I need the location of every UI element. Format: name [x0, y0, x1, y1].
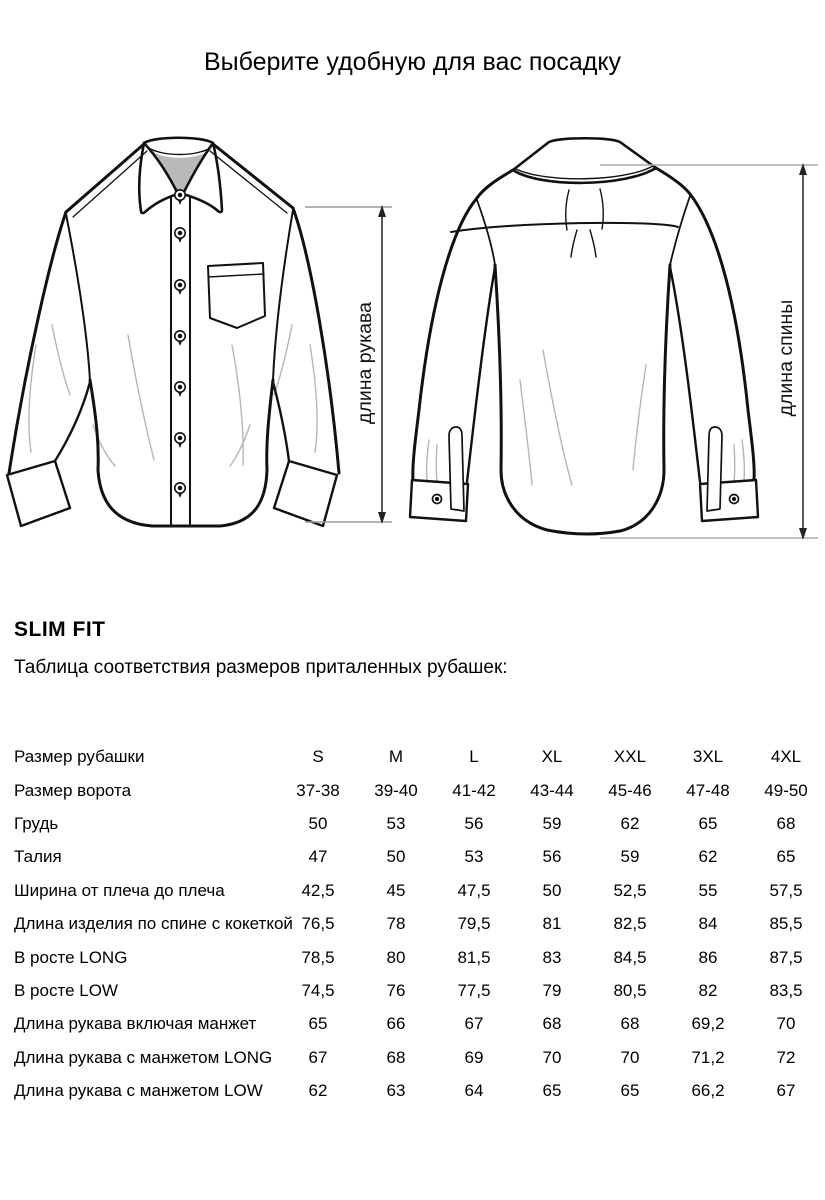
front-buttons — [175, 190, 185, 498]
front-shirt-drawing — [7, 138, 339, 526]
size-value-cell: 84,5 — [613, 947, 647, 967]
size-value-cell: 81,5 — [457, 947, 491, 967]
back-body — [495, 265, 670, 534]
size-value-cell: 70 — [542, 1047, 562, 1067]
size-value-cell: 47 — [308, 847, 328, 867]
size-value-cell: 85,5 — [769, 914, 803, 934]
size-column-header: L — [469, 747, 479, 767]
table-row — [14, 1074, 825, 1107]
size-value-cell: 56 — [542, 847, 562, 867]
table-caption: Таблица соответствия размеров приталенных рубашек: — [14, 657, 508, 678]
size-column-header: 3XL — [692, 747, 724, 767]
table-row — [14, 773, 825, 806]
size-column-header: XXL — [613, 747, 647, 767]
size-column-header: 4XL — [770, 747, 802, 767]
row-label: Длина изделия по спине с кокеткой — [14, 914, 293, 934]
table-row — [14, 974, 825, 1007]
row-label: Длина рукава с манжетом LONG — [14, 1047, 273, 1067]
size-value-cell: 87,5 — [769, 947, 803, 967]
fit-diagram — [0, 130, 825, 580]
table-row — [14, 1007, 825, 1040]
size-value-cell: 41-42 — [452, 780, 496, 800]
table-row — [14, 940, 825, 973]
size-value-cell: 47,5 — [457, 880, 491, 900]
size-value-cell: 53 — [464, 847, 484, 867]
size-value-cell: 64 — [464, 1081, 484, 1101]
table-header-row — [14, 740, 825, 773]
size-value-cell: 37-38 — [296, 780, 340, 800]
size-value-cell: 59 — [620, 847, 640, 867]
size-value-cell: 83,5 — [769, 980, 803, 1000]
size-value-cell: 47-48 — [686, 780, 730, 800]
size-value-cell: 65 — [308, 1014, 328, 1034]
front-body — [90, 380, 273, 526]
size-value-cell: 77,5 — [457, 980, 491, 1000]
size-value-cell: 65 — [542, 1081, 562, 1101]
size-value-cell: 69 — [464, 1047, 484, 1067]
size-value-cell: 45 — [386, 880, 406, 900]
size-value-cell: 72 — [776, 1047, 796, 1067]
size-value-cell: 59 — [542, 813, 562, 833]
size-value-cell: 50 — [308, 813, 328, 833]
size-value-cell: 39-40 — [374, 780, 418, 800]
front-placket — [171, 197, 190, 526]
size-value-cell: 71,2 — [691, 1047, 725, 1067]
table-row — [14, 840, 825, 873]
row-label: Ширина от плеча до плеча — [14, 880, 225, 900]
size-value-cell: 42,5 — [301, 880, 335, 900]
back-shirt-drawing — [410, 138, 758, 534]
size-value-cell: 70 — [776, 1014, 796, 1034]
size-value-cell: 82,5 — [613, 914, 647, 934]
front-crease-lines — [29, 325, 317, 466]
size-value-cell: 52,5 — [613, 880, 647, 900]
size-value-cell: 67 — [464, 1014, 484, 1034]
size-value-cell: 83 — [542, 947, 562, 967]
size-value-cell: 84 — [698, 914, 718, 934]
table-row — [14, 807, 825, 840]
size-value-cell: 70 — [620, 1047, 640, 1067]
size-value-cell: 56 — [464, 813, 484, 833]
page-title: Выберите удобную для вас посадку — [203, 48, 622, 76]
front-left-sleeve — [7, 212, 90, 526]
row-label: В росте LOW — [14, 980, 118, 1000]
size-value-cell: 86 — [698, 947, 718, 967]
size-value-cell: 68 — [620, 1014, 640, 1034]
size-value-cell: 78 — [386, 914, 406, 934]
size-value-cell: 80,5 — [613, 980, 647, 1000]
size-value-cell: 49-50 — [764, 780, 808, 800]
fit-name-heading: SLIM FIT — [14, 618, 106, 641]
size-value-cell: 62 — [620, 813, 640, 833]
size-value-cell: 67 — [776, 1081, 796, 1101]
size-value-cell: 65 — [620, 1081, 640, 1101]
chest-pocket — [208, 263, 265, 328]
table-row — [14, 874, 825, 907]
size-value-cell: 76,5 — [301, 914, 335, 934]
size-value-cell: 82 — [698, 980, 718, 1000]
size-value-cell: 65 — [776, 847, 796, 867]
size-table-body — [14, 773, 825, 1107]
sleeve-plackets — [433, 427, 739, 511]
size-value-cell: 80 — [386, 947, 406, 967]
size-value-cell: 74,5 — [301, 980, 335, 1000]
size-value-cell: 57,5 — [769, 880, 803, 900]
size-value-cell: 62 — [698, 847, 718, 867]
row-label: Длина рукава с манжетом LOW — [14, 1081, 263, 1101]
size-value-cell: 81 — [542, 914, 562, 934]
size-value-cell: 68 — [542, 1014, 562, 1034]
sleeve-length-arrow — [305, 205, 392, 524]
size-column-header: XL — [541, 747, 563, 767]
row-label: Размер ворота — [14, 780, 132, 800]
size-value-cell: 76 — [386, 980, 406, 1000]
row-label: В росте LONG — [14, 947, 128, 967]
row-label: Размер рубашки — [14, 747, 145, 767]
row-label: Талия — [14, 847, 62, 867]
shirt-measure-illustration — [0, 130, 825, 580]
size-value-cell: 45-46 — [608, 780, 652, 800]
sleeve-length-label: длина рукава — [354, 302, 376, 424]
size-value-cell: 63 — [386, 1081, 406, 1101]
size-value-cell: 43-44 — [530, 780, 574, 800]
size-column-header: S — [312, 747, 324, 767]
back-collar — [513, 138, 656, 183]
size-value-cell: 50 — [542, 880, 562, 900]
row-label: Грудь — [14, 813, 59, 833]
size-value-cell: 78,5 — [301, 947, 335, 967]
size-value-cell: 79,5 — [457, 914, 491, 934]
size-value-cell: 66 — [386, 1014, 406, 1034]
size-value-cell: 68 — [776, 813, 796, 833]
size-value-cell: 62 — [308, 1081, 328, 1101]
size-value-cell: 66,2 — [691, 1081, 725, 1101]
size-value-cell: 50 — [386, 847, 406, 867]
size-value-cell: 53 — [386, 813, 406, 833]
back-length-label: длина спины — [775, 299, 797, 417]
size-value-cell: 65 — [698, 813, 718, 833]
table-row — [14, 907, 825, 940]
size-column-header: M — [388, 747, 404, 767]
size-value-cell: 69,2 — [691, 1014, 725, 1034]
size-value-cell: 79 — [542, 980, 562, 1000]
size-value-cell: 55 — [698, 880, 718, 900]
size-table — [14, 740, 825, 1107]
table-row — [14, 1041, 825, 1074]
size-value-cell: 68 — [386, 1047, 406, 1067]
size-value-cell: 67 — [308, 1047, 328, 1067]
row-label: Длина рукава включая манжет — [14, 1014, 257, 1034]
